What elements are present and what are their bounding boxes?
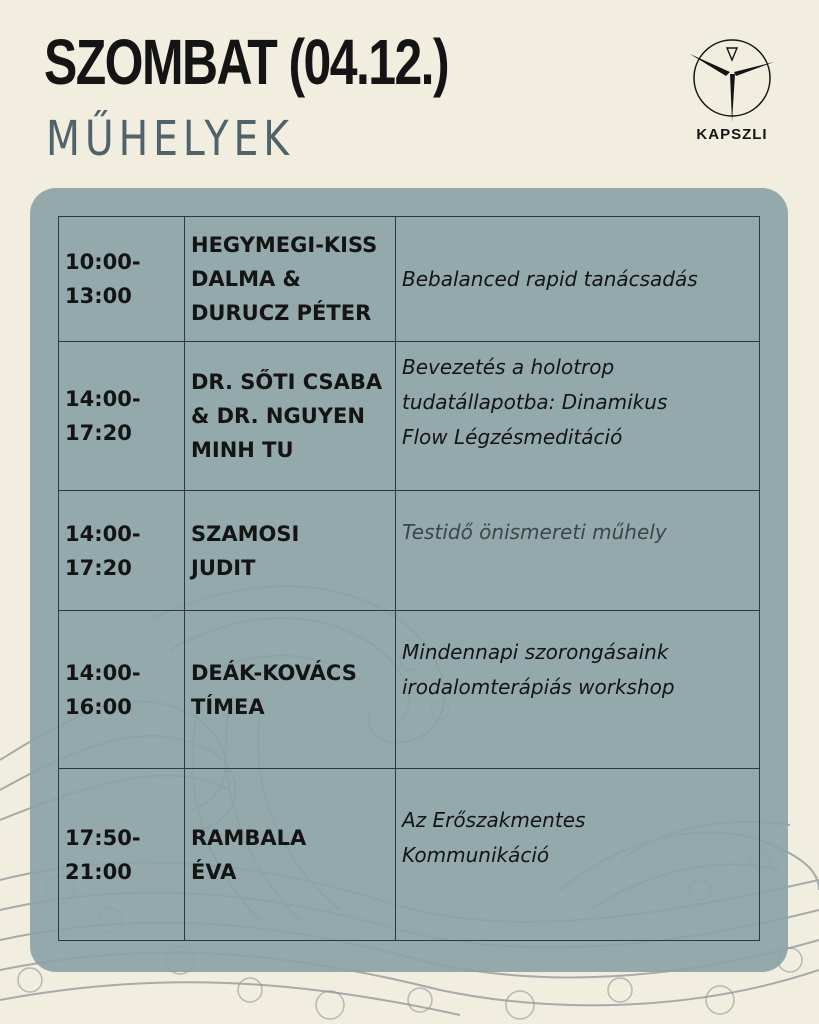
presenter-cell: DR. SŐTI CSABA & DR. NGUYEN MINH TU: [185, 342, 396, 491]
time-cell: 14:00- 16:00: [59, 611, 185, 769]
table-row: [59, 491, 760, 611]
presenter-cell: HEGYMEGI-KISS DALMA & DURUCZ PÉTER: [185, 217, 396, 342]
workshop-cell: Bevezetés a holotrop tudatállapotba: Dinamikus Flow Légzésmeditáció: [396, 342, 760, 491]
presenter-cell: DEÁK-KOVÁCS TÍMEA: [185, 611, 396, 769]
time-cell: 17:50- 21:00: [59, 769, 185, 941]
table-row: [59, 611, 760, 769]
schedule-table: [58, 216, 760, 941]
workshop-cell: Bebalanced rapid tanácsadás: [396, 217, 760, 342]
table-row: [59, 769, 760, 941]
logo-text: KAPSZLI: [696, 126, 768, 143]
workshop-cell: Mindennapi szorongásaink irodalomterápiás workshop: [396, 611, 760, 769]
kapszli-logo-icon: [686, 34, 778, 126]
presenter-cell: RAMBALA ÉVA: [185, 769, 396, 941]
time-cell: 10:00- 13:00: [59, 217, 185, 342]
table-row: [59, 342, 760, 491]
time-cell: 14:00- 17:20: [59, 491, 185, 611]
logo: [686, 34, 778, 146]
presenter-cell: SZAMOSI JUDIT: [185, 491, 396, 611]
workshop-cell: Az Erőszakmentes Kommunikáció: [396, 769, 760, 941]
time-cell: 14:00- 17:20: [59, 342, 185, 491]
page-title: SZOMBAT (04.12.): [44, 26, 449, 98]
page-subtitle: MŰHELYEK: [46, 111, 295, 167]
table-row: [59, 217, 760, 342]
workshop-cell: Testidő önismereti műhely: [396, 491, 760, 611]
